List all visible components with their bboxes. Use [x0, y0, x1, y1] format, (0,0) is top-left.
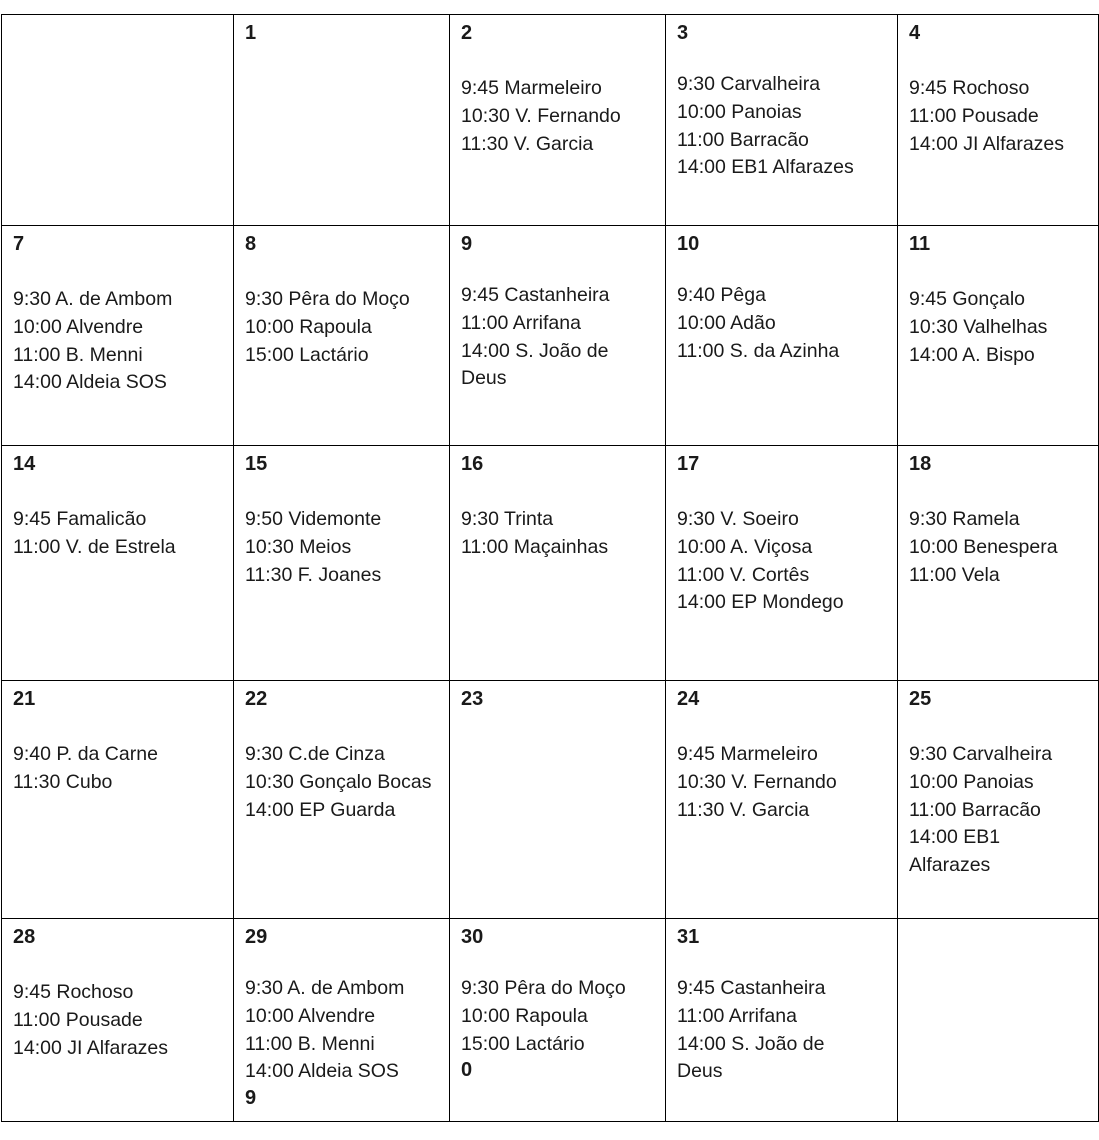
event-entry: 15:00 Lactário [245, 343, 369, 366]
event-list [461, 75, 665, 158]
day-number: 3 [677, 22, 689, 44]
calendar-cell-day-14 [2, 446, 234, 681]
event-list [909, 741, 1098, 880]
day-number: 8 [245, 233, 257, 255]
calendar-cell-day-31 [666, 919, 898, 1122]
day-number: 25 [909, 688, 932, 710]
event-entry: 10:00 Alvendre [13, 315, 144, 338]
event-entry: 9:45 Marmeleiro [677, 743, 818, 765]
event-entry: 9:40 Pêga [677, 284, 766, 306]
day-number: 2 [461, 22, 473, 44]
event-list [461, 282, 665, 393]
calendar-cell-day-24 [666, 681, 898, 919]
event-entry: 11:00 Arrifana [677, 1004, 797, 1027]
event-list [909, 506, 1098, 589]
event-entry: 9:30 Pêra do Moço [461, 977, 626, 999]
event-entry: 9:30 Pêra do Moço [245, 288, 410, 310]
event-entry: 14:00 EP Guarda [245, 798, 396, 821]
event-entry: 10:00 A. Viçosa [677, 535, 813, 558]
day-number [909, 925, 1098, 949]
event-entry: 14:00 JI Alfarazes [909, 132, 1065, 155]
event-entry: 11:00 Pousade [909, 104, 1039, 127]
calendar-cell-day-11 [898, 226, 1099, 446]
calendar-week-row [2, 681, 1099, 919]
event-entry: 14:00 EB1 Alfarazes [677, 156, 854, 179]
day-number: 16 [461, 453, 484, 475]
day-number: 30 [461, 926, 484, 948]
event-list [909, 286, 1098, 369]
event-entry: 9:30 C.de Cinza [245, 743, 385, 765]
event-entry: 9:45 Marmeleiro [461, 77, 602, 99]
event-entry: 11:00 B. Menni [245, 1032, 375, 1055]
calendar-cell-empty [2, 15, 234, 226]
event-entry: 11:00 B. Menni [13, 343, 143, 366]
calendar-week-row [2, 15, 1099, 226]
event-entry: 9:45 Rochoso [909, 77, 1030, 99]
event-list [909, 75, 1098, 158]
calendar-cell-day-2 [450, 15, 666, 226]
event-entry: 11:00 Pousade [13, 1008, 143, 1031]
event-entry: 10:00 Panoias [677, 100, 802, 123]
event-entry: 9:30 A. de Ambom [13, 288, 173, 310]
event-entry: 14:00 A. Bispo [909, 343, 1035, 366]
calendar-week-row [2, 446, 1099, 681]
event-list [677, 282, 897, 365]
event-entry: 11:00 Vela [909, 563, 1000, 586]
calendar-cell-day-28 [2, 919, 234, 1122]
event-entry: 14:00 EP Mondego [677, 591, 844, 614]
event-entry: 10:30 Valhelhas [909, 315, 1048, 338]
calendar-cell-day-23 [450, 681, 666, 919]
event-entry: 11:00 V. de Estrela [13, 535, 176, 558]
event-entry: 14:00 S. João de Deus [677, 1032, 825, 1083]
day-number: 29 [245, 926, 268, 948]
event-entry: 11:00 S. da Azinha [677, 339, 840, 362]
calendar-cell-day-16 [450, 446, 666, 681]
event-entry: 10:00 Panoias [909, 770, 1034, 793]
day-number: 24 [677, 688, 700, 710]
event-entry: 11:00 Maçainhas [461, 535, 609, 558]
event-list [677, 71, 897, 182]
day-number [13, 21, 233, 45]
event-entry: 14:00 S. João de Deus [461, 339, 609, 390]
event-entry: 10:30 Gonçalo Bocas [245, 770, 432, 793]
calendar-cell-day-10 [666, 226, 898, 446]
event-list [13, 286, 233, 397]
event-entry: 10:00 Rapoula [461, 1004, 588, 1027]
event-list [677, 506, 897, 617]
calendar-cell-day-17 [666, 446, 898, 681]
calendar-cell-day-8 [234, 226, 450, 446]
event-entry: 11:00 Barracão [909, 798, 1041, 821]
event-entry: 9:30 Carvalheira [677, 73, 821, 95]
calendar-cell-empty [898, 919, 1099, 1122]
event-list [13, 506, 233, 562]
event-list [245, 286, 449, 369]
day-number: 1 [245, 22, 257, 44]
event-list [245, 975, 449, 1086]
event-entry: 9:45 Rochoso [13, 981, 134, 1003]
overflow-day-digit: 9 [245, 1087, 257, 1110]
event-entry: 9:30 Ramela [909, 508, 1020, 530]
calendar-cell-day-21 [2, 681, 234, 919]
event-entry: 10:00 Rapoula [245, 315, 372, 338]
event-entry: 14:00 Aldeia SOS [13, 371, 167, 394]
event-entry: 10:30 Meios [245, 535, 352, 558]
event-entry: 9:40 P. da Carne [13, 743, 158, 765]
calendar-cell-day-1 [234, 15, 450, 226]
event-entry: 9:30 Carvalheira [909, 743, 1053, 765]
calendar-cell-day-9 [450, 226, 666, 446]
event-list [677, 975, 897, 1086]
event-list [461, 506, 665, 562]
calendar-cell-day-4 [898, 15, 1099, 226]
day-number: 4 [909, 22, 921, 44]
calendar-cell-day-29 [234, 919, 450, 1122]
day-number: 11 [909, 233, 931, 255]
event-entry: 11:30 F. Joanes [245, 563, 382, 586]
event-entry: 11:30 V. Garcia [461, 132, 594, 155]
event-list [13, 741, 233, 797]
schedule-calendar-table [1, 14, 1099, 1122]
event-entry: 9:50 Videmonte [245, 508, 382, 530]
event-list [245, 506, 449, 589]
event-entry: 15:00 Lactário [461, 1032, 585, 1055]
event-entry: 11:00 Barracão [677, 128, 809, 151]
day-number: 14 [13, 453, 36, 475]
day-number: 23 [461, 688, 484, 710]
calendar-week-row [2, 226, 1099, 446]
event-entry: 9:45 Famalicão [13, 508, 147, 530]
day-number: 18 [909, 453, 932, 475]
day-number: 15 [245, 453, 268, 475]
event-entry: 10:00 Benespera [909, 535, 1058, 558]
event-entry: 10:00 Adão [677, 311, 776, 334]
calendar-cell-day-3 [666, 15, 898, 226]
event-entry: 9:30 V. Soeiro [677, 508, 799, 530]
overflow-day-digit: 0 [461, 1059, 473, 1082]
event-list [461, 975, 665, 1058]
calendar-cell-day-22 [234, 681, 450, 919]
event-entry: 9:45 Gonçalo [909, 288, 1026, 310]
day-number: 9 [461, 233, 473, 255]
event-entry: 10:30 V. Fernando [461, 104, 621, 127]
event-entry: 11:00 V. Cortês [677, 563, 810, 586]
calendar-cell-day-25 [898, 681, 1099, 919]
event-entry: 14:00 JI Alfarazes [13, 1036, 169, 1059]
event-entry: 9:45 Castanheira [677, 977, 826, 999]
day-number: 28 [13, 926, 36, 948]
event-entry: 11:30 V. Garcia [677, 798, 810, 821]
day-number: 31 [677, 926, 700, 948]
day-number: 21 [13, 688, 36, 710]
calendar-cell-day-18 [898, 446, 1099, 681]
event-list [13, 979, 233, 1062]
day-number: 7 [13, 233, 25, 255]
event-entry: 14:00 Aldeia SOS [245, 1060, 399, 1083]
calendar-cell-day-7 [2, 226, 234, 446]
event-entry: 14:00 EB1 Alfarazes [909, 826, 1001, 877]
calendar-cell-day-30 [450, 919, 666, 1122]
day-number: 17 [677, 453, 700, 475]
event-entry: 11:00 Arrifana [461, 311, 581, 334]
event-entry: 10:00 Alvendre [245, 1004, 376, 1027]
event-entry: 9:45 Castanheira [461, 284, 610, 306]
event-entry: 10:30 V. Fernando [677, 770, 837, 793]
event-list [245, 741, 449, 824]
day-number: 22 [245, 688, 268, 710]
calendar-week-row [2, 919, 1099, 1122]
event-entry: 9:30 Trinta [461, 508, 554, 530]
calendar-cell-day-15 [234, 446, 450, 681]
event-entry: 11:30 Cubo [13, 770, 113, 793]
event-entry: 9:30 A. de Ambom [245, 977, 405, 999]
event-list [677, 741, 897, 824]
day-number: 10 [677, 233, 700, 255]
